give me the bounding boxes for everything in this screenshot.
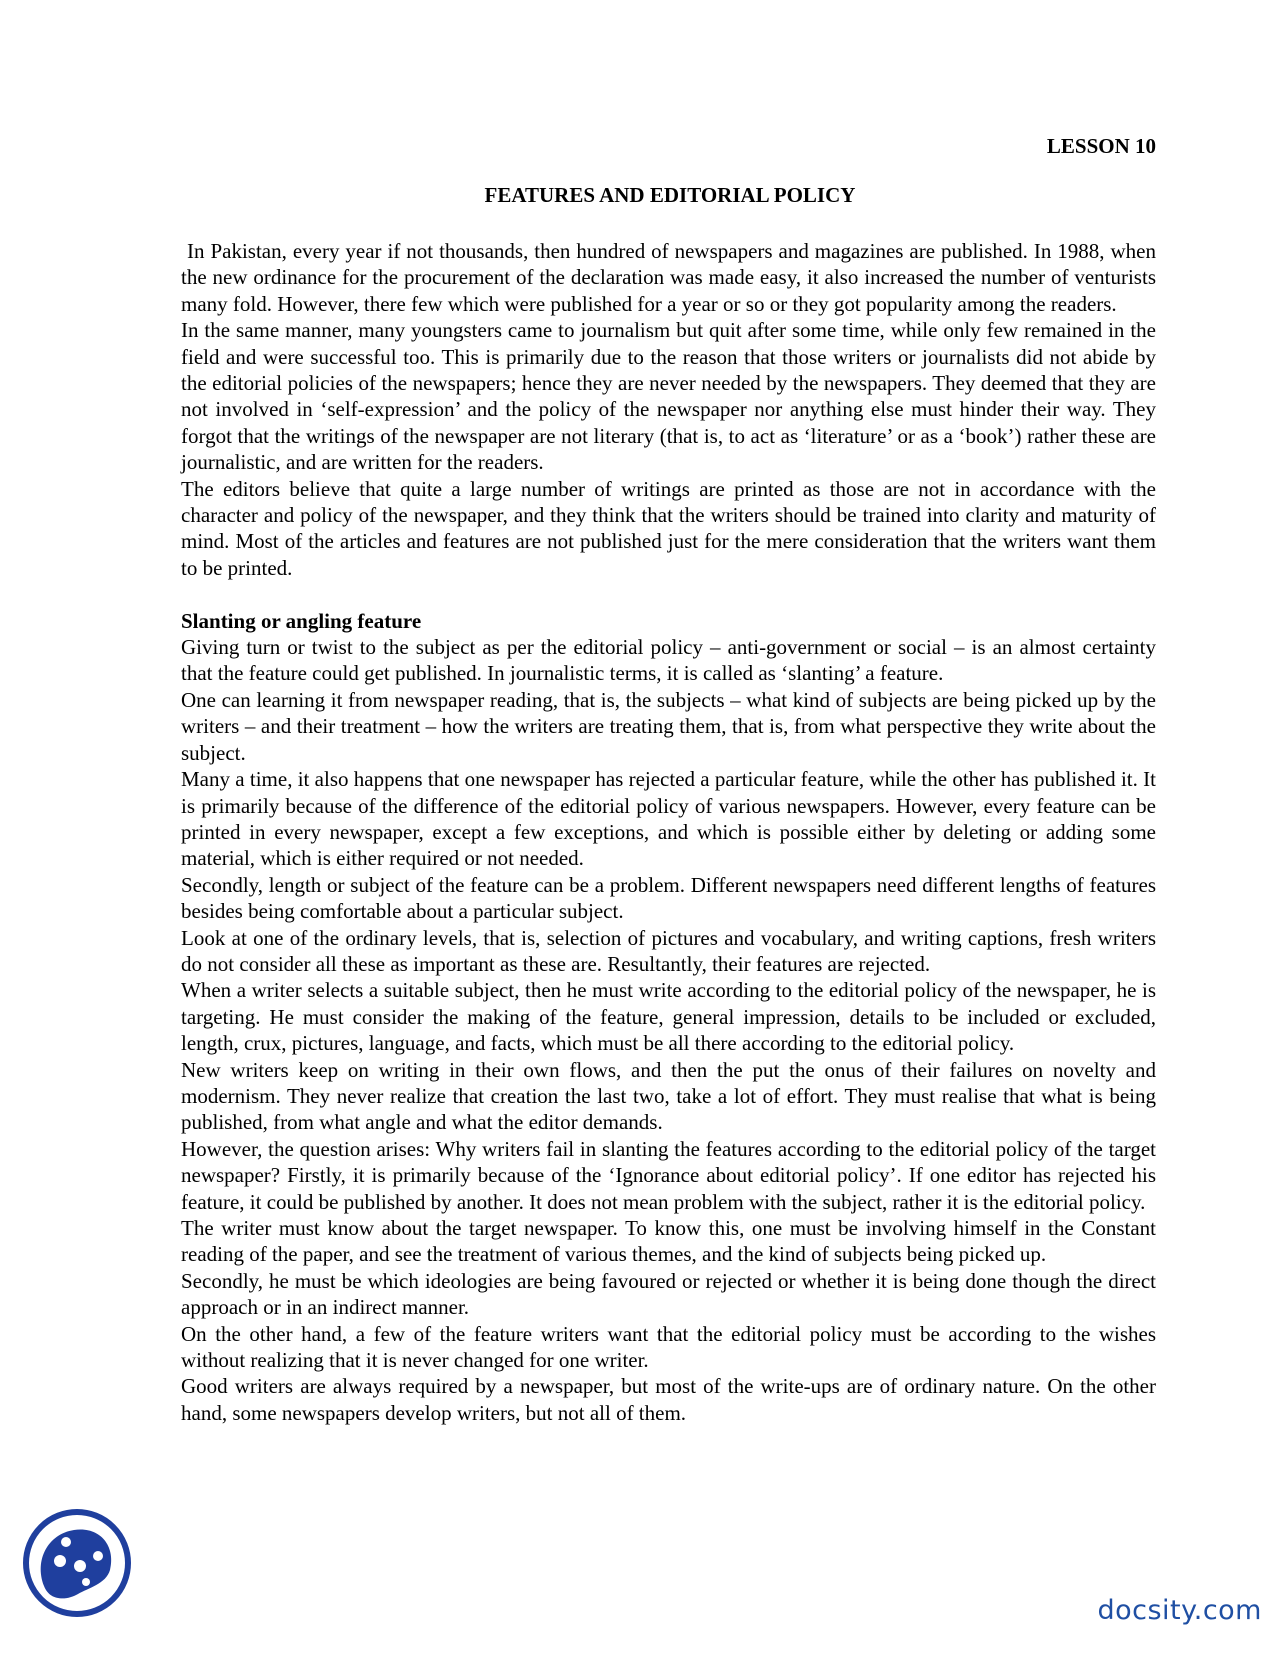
docsity-logo-icon[interactable] [22,1508,132,1618]
section-paragraph: When a writer selects a suitable subject, then he must write according to the editorial policy of the newspaper, he is targeting. He must consider the making of the feature, general impression, details to be included or excluded, length, crux, pictures, language, and facts, which must be all there according to the editorial policy. [181,978,1156,1056]
section-paragraph: However, the question arises: Why writers fail in slanting the features according to the editorial policy of the target newspaper? Firstly, it is primarily because of the ‘Ignorance about editorial policy’. If one editor has rejected his feature, it could be published by another. It does not mean problem with the subject, rather it is the editorial policy. [181,1136,1156,1214]
section-paragraph: Secondly, he must be which ideologies are being favoured or rejected or whether it is being done though the direct approach or in an indirect manner. [181,1268,1156,1320]
section-paragraph: New writers keep on writing in their own flows, and then the put the onus of their failures on novelty and modernism. They never realize that creation the last two, take a lot of effort. They must realise that what is being published, from what angle and what the editor demands. [181,1057,1156,1135]
section-paragraph: Good writers are always required by a newspaper, but most of the write-ups are of ordinary nature. On the other hand, some newspapers develop writers, but not all of them. [181,1374,1156,1425]
section-paragraph: Giving turn or twist to the subject as per the editorial policy – anti-government or social – is an almost certainty that the feature could get published. In journalistic terms, it is called as ‘slanting’ a feature. [181,635,1156,686]
section-paragraph: Look at one of the ordinary levels, that is, selection of pictures and vocabulary, and writing captions, fresh writers do not consider all these as important as these are. Resultantly, their features are rejected. [181,925,1156,976]
section-paragraph: Secondly, length or subject of the feature can be a problem. Different newspapers need different lengths of features besides being comfortable about a particular subject. [181,872,1156,924]
intro-paragraph: In Pakistan, every year if not thousands, then hundred of newspapers and magazines are published. In 1988, when the new ordinance for the procurement of the declaration was made easy, it also increased the number of venturists many fold. However, there few which were published for a year or so or they got popularity among the readers. [181,239,1156,316]
page-title: FEATURES AND EDITORIAL POLICY [484,183,856,207]
docsity-watermark[interactable]: docsity.com [1097,1595,1262,1626]
document-body [181,238,1156,1426]
intro-paragraph: The editors believe that quite a large number of writings are printed as those are not in accordance with the character and policy of the newspaper, and they think that the writers should be trained into clarity and maturity of mind. Most of the articles and features are not published just for the mere consideration that the writers want them to be printed. [181,476,1156,580]
section-paragraph: The writer must know about the target newspaper. To know this, one must be involving himself in the Constant reading of the paper, and see the treatment of various themes, and the kind of subjects being picked up. [181,1216,1156,1267]
section-paragraph: One can learning it from newspaper reading, that is, the subjects – what kind of subjects are being picked up by the writers – and their treatment – how the writers are treating them, that is, from what perspective they write about the subject. [181,687,1156,765]
section-paragraph: On the other hand, a few of the feature writers want that the editorial policy must be according to the wishes without realizing that it is never changed for one writer. [181,1321,1156,1373]
section-paragraph: Many a time, it also happens that one newspaper has rejected a particular feature, while the other has published it. It is primarily because of the difference of the editorial policy of various newspapers. However, every feature can be printed in every newspaper, except a few exceptions, and which is possible either by deleting or adding some material, which is either required or not needed. [181,767,1156,871]
intro-paragraph: In the same manner, many youngsters came to journalism but quit after some time, while only few remained in the field and were successful too. This is primarily due to the reason that those writers or journalists did not abide by the editorial policies of the newspapers; hence they are never needed by the newspapers. They deemed that they are not involved in ‘self-expression’ and the policy of the newspaper nor anything else must hinder their way. They forgot that the writings of the newspaper are not literary (that is, to act as ‘literature’ or as a ‘book’) rather these are journalistic, and are written for the readers. [181,318,1156,475]
section-heading: Slanting or angling feature [181,608,422,633]
lesson-label: LESSON 10 [1046,134,1156,158]
